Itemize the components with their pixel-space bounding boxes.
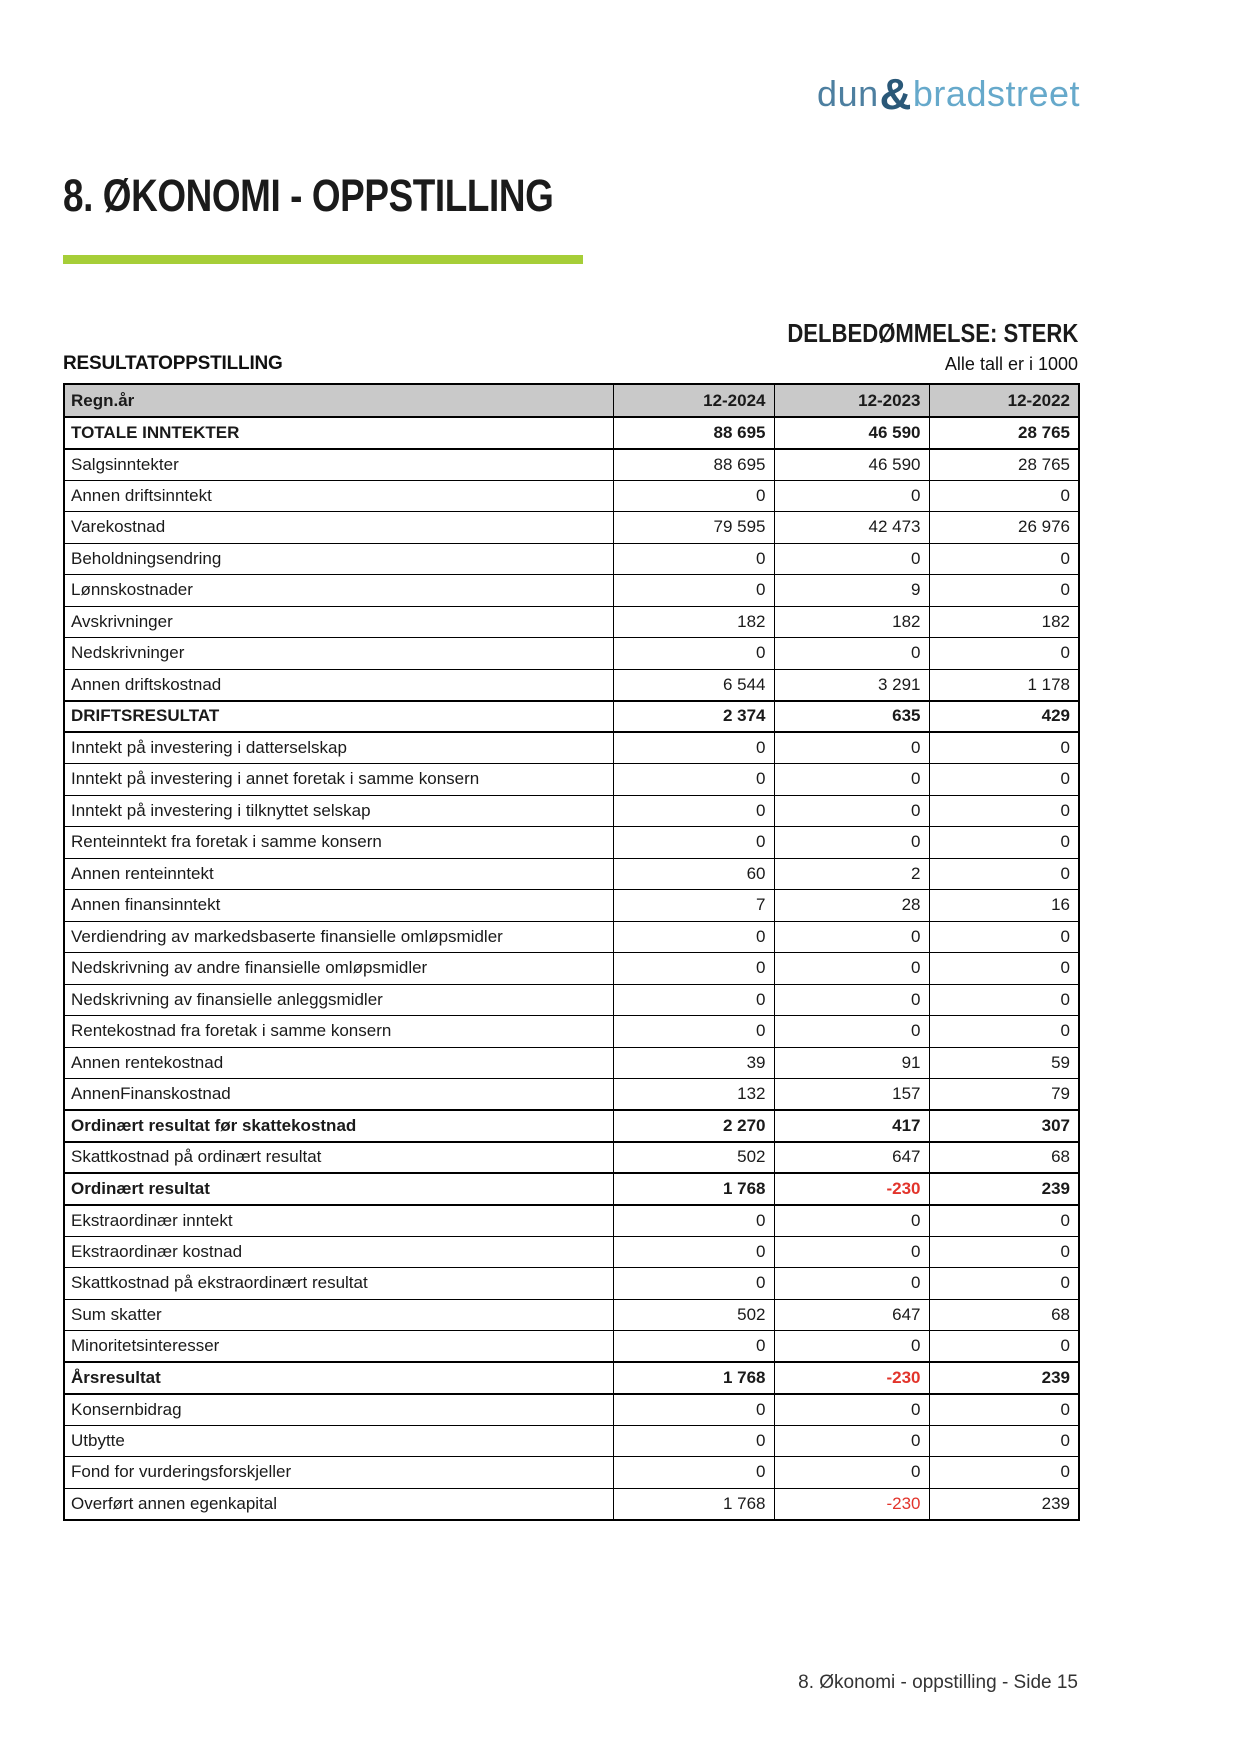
row-value: 0	[613, 921, 774, 953]
row-value: 46 590	[774, 417, 929, 449]
row-value: 28 765	[929, 417, 1079, 449]
row-value: 157	[774, 1079, 929, 1111]
row-value: 0	[613, 1425, 774, 1457]
table-row	[64, 1173, 1079, 1205]
row-value: 502	[613, 1299, 774, 1331]
row-value: 0	[613, 575, 774, 607]
results-table	[63, 383, 1080, 1521]
table-row	[64, 638, 1079, 670]
table-row	[64, 701, 1079, 733]
row-value: 0	[613, 827, 774, 859]
row-value: 0	[774, 1394, 929, 1426]
row-value: 0	[774, 638, 929, 670]
row-value: 0	[774, 1205, 929, 1237]
row-value: 182	[774, 606, 929, 638]
row-value: 0	[613, 480, 774, 512]
row-value: 88 695	[613, 449, 774, 481]
row-value: 0	[774, 732, 929, 764]
logo-text-bradstreet: bradstreet	[912, 73, 1080, 114]
row-value: 28	[774, 890, 929, 922]
row-value: 0	[929, 1457, 1079, 1489]
row-value: 0	[774, 1016, 929, 1048]
table-row	[64, 1362, 1079, 1394]
dun-bradstreet-logo	[817, 70, 1080, 120]
table-row	[64, 1079, 1079, 1111]
table-row	[64, 1205, 1079, 1237]
table-row	[64, 1331, 1079, 1363]
assessment-rating: DELBEDØMMELSE: STERK	[787, 318, 1078, 348]
table-row	[64, 1268, 1079, 1300]
table-row	[64, 1394, 1079, 1426]
row-value: 429	[929, 701, 1079, 733]
page-title: 8. ØKONOMI - OPPSTILLING	[63, 170, 554, 221]
row-label: Nedskrivning av finansielle anleggsmidler	[64, 984, 613, 1016]
row-value: 502	[613, 1142, 774, 1174]
title-underline-bar	[63, 255, 583, 264]
row-value: 0	[929, 1236, 1079, 1268]
row-value: 0	[774, 921, 929, 953]
row-value: 9	[774, 575, 929, 607]
row-label: Avskrivninger	[64, 606, 613, 638]
table-row	[64, 1299, 1079, 1331]
table-row	[64, 669, 1079, 701]
row-label: Annen rentekostnad	[64, 1047, 613, 1079]
table-header-row	[64, 384, 1079, 417]
row-value: -230	[774, 1362, 929, 1394]
row-value: 0	[929, 984, 1079, 1016]
row-value: 0	[613, 1236, 774, 1268]
row-value: 0	[613, 1457, 774, 1489]
row-label: Varekostnad	[64, 512, 613, 544]
table-row	[64, 732, 1079, 764]
row-value: 0	[613, 764, 774, 796]
row-label: Konsernbidrag	[64, 1394, 613, 1426]
row-value: 0	[929, 953, 1079, 985]
ampersand-logo-mark: &	[879, 70, 912, 119]
row-value: 0	[929, 480, 1079, 512]
row-label: Fond for vurderingsforskjeller	[64, 1457, 613, 1489]
table-row	[64, 890, 1079, 922]
row-value: 7	[613, 890, 774, 922]
table-row	[64, 1236, 1079, 1268]
row-value: 1 178	[929, 669, 1079, 701]
row-value: 91	[774, 1047, 929, 1079]
row-label: Årsresultat	[64, 1362, 613, 1394]
table-row	[64, 1016, 1079, 1048]
table-row	[64, 921, 1079, 953]
row-label: Lønnskostnader	[64, 575, 613, 607]
row-value: 0	[774, 827, 929, 859]
row-value: 0	[774, 1425, 929, 1457]
row-value: 0	[929, 1205, 1079, 1237]
table-row	[64, 764, 1079, 796]
row-value: 16	[929, 890, 1079, 922]
row-value: 0	[613, 638, 774, 670]
row-value: 0	[613, 1331, 774, 1363]
row-value: 132	[613, 1079, 774, 1111]
row-value: 2 270	[613, 1110, 774, 1142]
row-label: Verdiendring av markedsbaserte finansielle omløpsmidler	[64, 921, 613, 953]
row-value: 647	[774, 1142, 929, 1174]
row-value: 0	[929, 1016, 1079, 1048]
row-value: 28 765	[929, 449, 1079, 481]
table-row	[64, 1110, 1079, 1142]
row-label: DRIFTSRESULTAT	[64, 701, 613, 733]
row-value: 0	[613, 1205, 774, 1237]
row-value: 68	[929, 1142, 1079, 1174]
row-label: Annen driftskostnad	[64, 669, 613, 701]
row-value: 0	[929, 1268, 1079, 1300]
row-value: 3 291	[774, 669, 929, 701]
row-value: 26 976	[929, 512, 1079, 544]
row-label: Minoritetsinteresser	[64, 1331, 613, 1363]
table-row	[64, 575, 1079, 607]
row-value: 46 590	[774, 449, 929, 481]
row-value: 0	[929, 1394, 1079, 1426]
row-value: 0	[929, 795, 1079, 827]
row-value: 0	[613, 1016, 774, 1048]
row-value: 60	[613, 858, 774, 890]
row-value: 0	[613, 795, 774, 827]
row-label: Rentekostnad fra foretak i samme konsern	[64, 1016, 613, 1048]
row-value: 79	[929, 1079, 1079, 1111]
row-label: Utbytte	[64, 1425, 613, 1457]
table-title: RESULTATOPPSTILLING	[63, 353, 283, 374]
row-value: 0	[929, 858, 1079, 890]
table-row	[64, 1142, 1079, 1174]
units-note: Alle tall er i 1000	[944, 354, 1078, 374]
row-value: 0	[774, 1457, 929, 1489]
table-row	[64, 512, 1079, 544]
row-value: 647	[774, 1299, 929, 1331]
row-label: Inntekt på investering i annet foretak i samme konsern	[64, 764, 613, 796]
table-row	[64, 606, 1079, 638]
row-value: 0	[774, 543, 929, 575]
table-row	[64, 827, 1079, 859]
row-label: Nedskrivning av andre finansielle omløpsmidler	[64, 953, 613, 985]
row-value: 0	[929, 1425, 1079, 1457]
row-label: Sum skatter	[64, 1299, 613, 1331]
row-value: 88 695	[613, 417, 774, 449]
row-label: TOTALE INNTEKTER	[64, 417, 613, 449]
row-value: 42 473	[774, 512, 929, 544]
column-header-2024: 12-2024	[613, 384, 774, 417]
row-value: 0	[774, 480, 929, 512]
row-value: 0	[613, 543, 774, 575]
row-label: Overført annen egenkapital	[64, 1488, 613, 1520]
row-value: 0	[774, 984, 929, 1016]
row-label: Inntekt på investering i tilknyttet selskap	[64, 795, 613, 827]
row-label: Renteinntekt fra foretak i samme konsern	[64, 827, 613, 859]
table-row	[64, 417, 1079, 449]
row-label: Ordinært resultat	[64, 1173, 613, 1205]
row-value: 417	[774, 1110, 929, 1142]
row-value: 0	[613, 953, 774, 985]
table-row	[64, 1457, 1079, 1489]
table-row	[64, 543, 1079, 575]
row-value: 1 768	[613, 1362, 774, 1394]
table-row	[64, 984, 1079, 1016]
row-value: 79 595	[613, 512, 774, 544]
row-value: 39	[613, 1047, 774, 1079]
row-value: 6 544	[613, 669, 774, 701]
row-value: 239	[929, 1173, 1079, 1205]
row-value: 0	[929, 827, 1079, 859]
row-value: 2 374	[613, 701, 774, 733]
row-label: Ekstraordinær inntekt	[64, 1205, 613, 1237]
row-value: 1 768	[613, 1488, 774, 1520]
row-label: Beholdningsendring	[64, 543, 613, 575]
row-value: -230	[774, 1488, 929, 1520]
table-row	[64, 953, 1079, 985]
row-label: Annen finansinntekt	[64, 890, 613, 922]
row-value: 182	[613, 606, 774, 638]
table-row	[64, 1047, 1079, 1079]
row-value: 635	[774, 701, 929, 733]
row-value: 0	[929, 575, 1079, 607]
column-header-2022: 12-2022	[929, 384, 1079, 417]
row-value: 0	[613, 732, 774, 764]
row-label: Annen driftsinntekt	[64, 480, 613, 512]
row-value: -230	[774, 1173, 929, 1205]
row-label: AnnenFinanskostnad	[64, 1079, 613, 1111]
row-value: 2	[774, 858, 929, 890]
row-value: 0	[929, 764, 1079, 796]
table-row	[64, 449, 1079, 481]
table-row	[64, 1425, 1079, 1457]
row-value: 0	[929, 921, 1079, 953]
row-label: Ekstraordinær kostnad	[64, 1236, 613, 1268]
table-row	[64, 1488, 1079, 1520]
row-value: 0	[774, 795, 929, 827]
row-value: 1 768	[613, 1173, 774, 1205]
row-value: 0	[929, 638, 1079, 670]
row-value: 0	[929, 543, 1079, 575]
row-value: 68	[929, 1299, 1079, 1331]
row-value: 59	[929, 1047, 1079, 1079]
row-label: Salgsinntekter	[64, 449, 613, 481]
column-header-2023: 12-2023	[774, 384, 929, 417]
row-value: 0	[774, 1236, 929, 1268]
row-value: 0	[613, 1394, 774, 1426]
row-value: 239	[929, 1362, 1079, 1394]
row-value: 307	[929, 1110, 1079, 1142]
table-row	[64, 858, 1079, 890]
row-value: 239	[929, 1488, 1079, 1520]
row-value: 0	[774, 1268, 929, 1300]
row-value: 0	[774, 1331, 929, 1363]
row-label: Inntekt på investering i datterselskap	[64, 732, 613, 764]
row-label: Ordinært resultat før skattekostnad	[64, 1110, 613, 1142]
table-row	[64, 480, 1079, 512]
row-value: 0	[929, 732, 1079, 764]
row-value: 0	[929, 1331, 1079, 1363]
row-value: 0	[613, 984, 774, 1016]
row-value: 0	[774, 953, 929, 985]
row-value: 0	[613, 1268, 774, 1300]
row-value: 182	[929, 606, 1079, 638]
row-label: Skattkostnad på ordinært resultat	[64, 1142, 613, 1174]
page-footer: 8. Økonomi - oppstilling - Side 15	[798, 1672, 1078, 1693]
row-value: 0	[774, 764, 929, 796]
row-label: Nedskrivninger	[64, 638, 613, 670]
logo-text-dun: dun	[817, 73, 879, 114]
row-label: Skattkostnad på ekstraordinært resultat	[64, 1268, 613, 1300]
table-row	[64, 795, 1079, 827]
row-label: Annen renteinntekt	[64, 858, 613, 890]
column-header-regnaar: Regn.år	[64, 384, 613, 417]
